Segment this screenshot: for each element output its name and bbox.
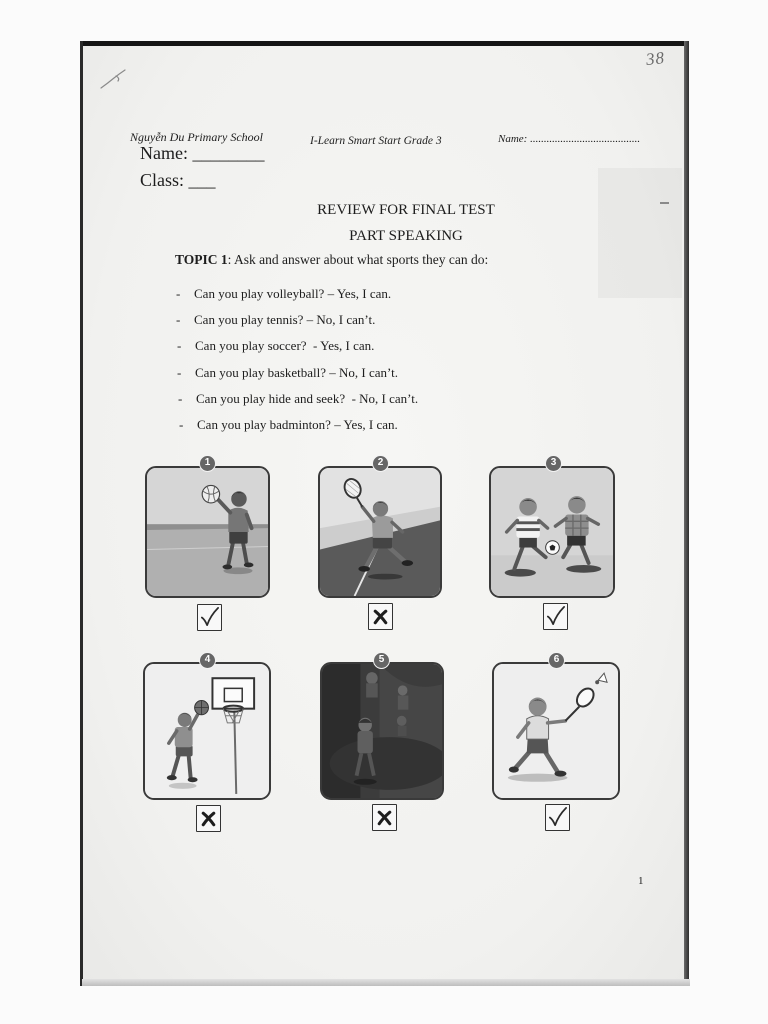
bullet-dash: - <box>176 312 181 327</box>
picture-number-badge: 5 <box>373 652 390 669</box>
topic-label: TOPIC 1 <box>175 252 228 267</box>
question-text: Can you play tennis? – No, I can’t. <box>194 312 376 327</box>
header-name-field: Name: ........................................ <box>498 133 641 145</box>
page-subtitle: PART SPEAKING <box>349 228 463 244</box>
soccer-players-illustration <box>491 468 613 596</box>
cross-mark-icon <box>373 805 396 830</box>
picture-number-badge: 1 <box>199 455 216 472</box>
bullet-dash: - <box>179 417 184 432</box>
bullet-dash: - <box>177 338 182 353</box>
question-text: Can you play hide and seek? - No, I can’t. <box>196 391 419 406</box>
picture-card-1 <box>145 466 270 598</box>
student-name-line: Name: ________ <box>140 143 265 163</box>
stray-mark <box>660 202 669 204</box>
scan-border-bottom <box>82 979 690 986</box>
bullet-dash: - <box>178 391 183 406</box>
handwritten-score: 38 <box>645 48 666 69</box>
question-item <box>178 391 498 407</box>
pencil-mark <box>98 66 130 92</box>
question-item <box>177 365 497 381</box>
picture-number-badge: 4 <box>199 652 216 669</box>
picture-card-4 <box>143 662 271 800</box>
topic-instruction: : Ask and answer about what sports they can do: <box>227 252 489 267</box>
answer-box-5 <box>372 804 397 831</box>
answer-box-2 <box>368 603 393 630</box>
answer-box-3 <box>543 603 568 630</box>
page-title: REVIEW FOR FINAL TEST <box>317 202 495 218</box>
cross-mark-icon <box>197 806 220 831</box>
tennis-player-illustration <box>320 468 440 596</box>
picture-number-badge: 2 <box>372 455 389 472</box>
question-text: Can you play basketball? – No, I can’t. <box>195 365 399 380</box>
picture-card-5 <box>320 662 444 800</box>
scan-border-right <box>684 41 689 986</box>
hide-and-seek-illustration <box>322 664 442 798</box>
bullet-dash: - <box>176 286 181 301</box>
check-mark-icon <box>198 605 221 630</box>
answer-box-1 <box>197 604 222 631</box>
question-item <box>177 338 497 354</box>
question-text: Can you play badminton? – Yes, I can. <box>197 417 398 432</box>
question-item <box>176 286 496 302</box>
picture-card-6 <box>492 662 620 800</box>
check-mark-icon <box>544 604 567 629</box>
volleyball-player-illustration <box>147 468 268 596</box>
question-text: Can you play soccer? - Yes, I can. <box>195 338 375 353</box>
topic-heading <box>175 252 488 268</box>
cross-mark-icon <box>369 604 392 629</box>
picture-number-badge: 3 <box>545 455 562 472</box>
school-name: Nguyễn Du Primary School <box>130 130 263 144</box>
question-text: Can you play volleyball? – Yes, I can. <box>194 286 392 301</box>
student-class-line: Class: ___ <box>140 170 216 190</box>
picture-card-2 <box>318 466 442 598</box>
badminton-player-illustration <box>494 664 618 798</box>
answer-box-4 <box>196 805 221 832</box>
check-mark-icon <box>546 805 569 830</box>
basketball-player-illustration <box>145 664 269 798</box>
question-item <box>179 417 499 433</box>
question-item <box>176 312 496 328</box>
page-number: 1 <box>638 875 644 887</box>
book-title: I-Learn Smart Start Grade 3 <box>310 135 442 147</box>
bullet-dash: - <box>177 365 182 380</box>
picture-number-badge: 6 <box>548 652 565 669</box>
paper-bleed-through <box>598 168 682 298</box>
picture-card-3 <box>489 466 615 598</box>
answer-box-6 <box>545 804 570 831</box>
